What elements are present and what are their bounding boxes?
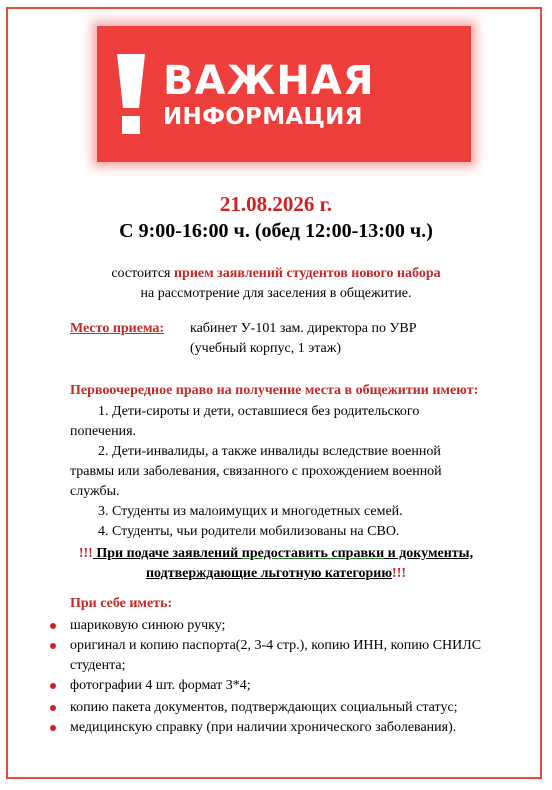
notice-text-a: При подаче заявлений <box>92 546 242 561</box>
notice-exclaim-start: !!! <box>78 546 93 561</box>
notice-line2 <box>0 564 552 584</box>
banner-title-line2: ИНФОРМАЦИЯ <box>163 104 363 130</box>
bullet-icon <box>50 623 56 629</box>
bullet-icon <box>50 725 56 731</box>
exclamation-icon <box>105 52 157 136</box>
priority-item2-line1: 2. Дети-инвалиды, а также инвалиды вследствие военной <box>98 444 441 459</box>
priority-item1-line2: попечения. <box>70 424 137 439</box>
notice-text-c: и документы, <box>384 546 474 561</box>
bullet-icon <box>50 705 56 711</box>
priority-item2-line3: службы. <box>70 484 120 499</box>
event-date: 21.08.2026 г. <box>219 192 333 216</box>
priority-item3: 3. Студенты из малоимущих и многодетных семей. <box>98 504 403 519</box>
notice-exclaim-end: !!! <box>392 566 407 581</box>
intro-line1 <box>0 264 552 284</box>
bring-heading: При себе иметь: <box>70 596 173 611</box>
place-line1: кабинет У-101 зам. директора по УВР <box>190 321 417 336</box>
priority-item1-line1: 1. Дети-сироты и дети, оставшиеся без родительского <box>98 404 420 419</box>
priority-item4: 4. Студенты, чьи родители мобилизованы на СВО. <box>98 524 400 539</box>
place-line2: (учебный корпус, 1 этаж) <box>190 341 342 356</box>
event-hours: С 9:00-16:00 ч. (обед 12:00-13:00 ч.) <box>119 220 433 242</box>
banner-title-line1: ВАЖНАЯ <box>163 58 375 104</box>
intro-line2: на рассмотрение для заселения в общежитие. <box>140 286 412 301</box>
notice-text-b: предоставить справки <box>241 546 385 561</box>
place-label: Место приема: <box>70 321 165 336</box>
priority-heading: Первоочередное право на получение места в общежитии имеют: <box>70 383 479 398</box>
important-banner <box>97 26 471 162</box>
intro-highlight: прием заявлений студентов нового набора <box>173 266 441 281</box>
priority-item2-line2: травмы или заболевания, связанного с прохождением военной <box>70 464 442 479</box>
bullet-icon <box>50 643 56 649</box>
notice-text-line2: подтверждающие льготную категорию <box>145 566 393 581</box>
bullet-icon <box>50 683 56 689</box>
intro-prefix: состоится <box>111 266 174 281</box>
notice-line1 <box>0 544 552 564</box>
